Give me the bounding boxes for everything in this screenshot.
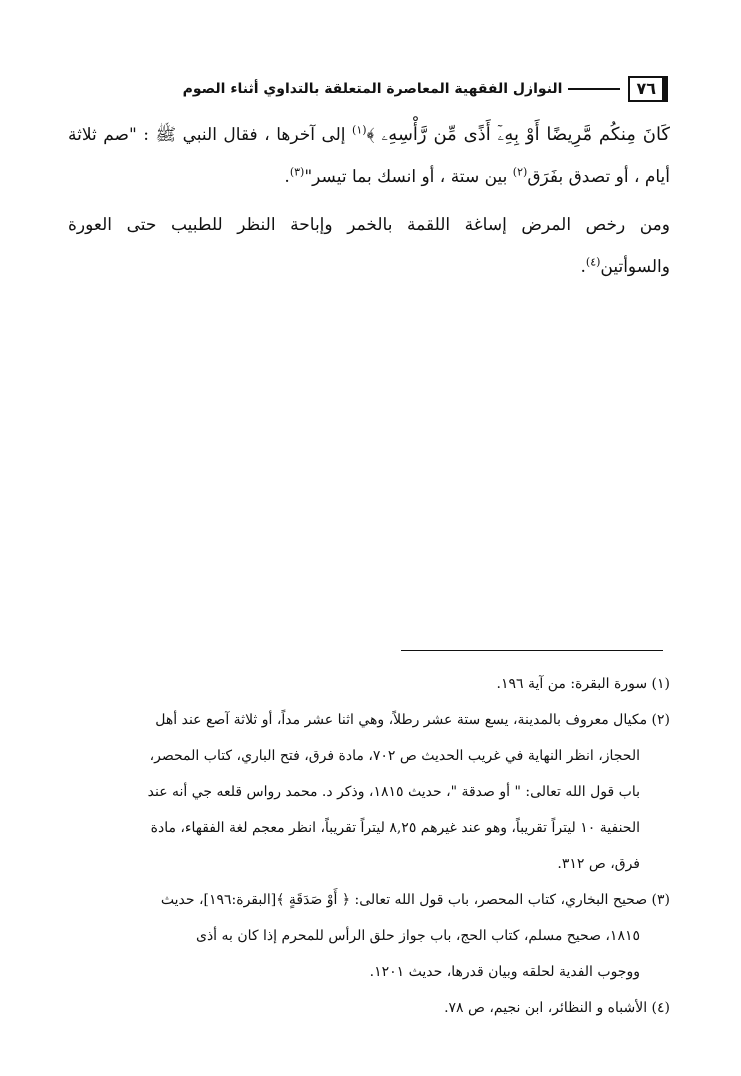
footnote-ref-2: (٢)	[512, 165, 528, 179]
paragraph-1	[68, 114, 670, 198]
footnote-1: (١) سورة البقرة: من آية ١٩٦.	[496, 676, 670, 692]
page-header	[68, 74, 668, 104]
footnote-2-line-3: باب قول الله تعالى: " أو صدقة "، حديث ١٨١٥، وذكر د. محمد رواس قلعه جي أنه عند	[147, 784, 640, 800]
footnotes	[68, 666, 670, 1026]
footnote-ref-1: (١)	[352, 123, 367, 137]
footnote-separator	[401, 650, 663, 651]
footnote-4: (٤) الأشباه و النظائر، ابن نجيم، ص ٧٨.	[444, 1000, 670, 1016]
footnote-3-line-1: (٣) صحيح البخاري، كتاب المحصر، باب قول الله تعالى: ﴿ أَوْ صَدَقَةٍ ﴾[البقرة:١٩٦]، حديث	[160, 892, 670, 908]
footnote-ref-3: (٣)	[289, 165, 305, 179]
header-rule	[568, 88, 620, 90]
paragraph-1-text-a: إلى آخرها ، فقال النبي ﷺ : "صم ثلاثة أيام ، أو تصدق بفَرَق	[68, 125, 670, 187]
paragraph-2-end: .	[580, 257, 586, 277]
paragraph-1-text-b: بين ستة ، أو انسك بما تيسر"	[304, 167, 513, 187]
paragraph-1-end: .	[284, 167, 290, 187]
footnote-2-line-5: فرق، ص ٣١٢.	[557, 856, 640, 872]
footnote-2-line-1: (٢) مكيال معروف بالمدينة، يسع ستة عشر رطلاً، وهي اثنا عشر مداً، أو ثلاثة آصع عند أهل	[155, 712, 670, 728]
quran-verse: كَانَ مِنكُم مَّرِيضًا أَوْ بِهِۦٓ أَذًى مِّن رَّأْسِهِۦ ﴾	[366, 124, 670, 145]
paragraph-2	[68, 204, 670, 288]
running-title: النوازل الفقهية المعاصرة المتعلقة بالتداوي أثناء الصوم	[182, 81, 563, 97]
page-number: ٧٦	[628, 76, 668, 102]
footnote-3-line-3: ووجوب الفدية لحلقه وبيان قدرها، حديث ١٢٠١.	[369, 964, 640, 980]
paragraph-2-text: ومن رخص المرض إساغة اللقمة بالخمر وإباحة النظر للطبيب حتى العورة والسوأتين	[68, 215, 670, 277]
footnote-3-line-2: ١٨١٥، صحيح مسلم، كتاب الحج، باب جواز حلق الرأس للمحرم إذا كان به أذى	[195, 928, 640, 944]
footnote-ref-4: (٤)	[585, 255, 601, 269]
footnote-2-line-2: الحجاز، انظر النهاية في غريب الحديث ص ٧٠٢، مادة فرق، فتح الباري، كتاب المحصر،	[149, 748, 640, 764]
main-text	[68, 114, 670, 288]
footnote-2-line-4: الحنفية ١٠ ليتراً تقريباً، وهو عند غيرهم ٨,٢٥ ليتراً تقريباً، انظر معجم لغة الفقهاء، مادة	[150, 820, 640, 836]
